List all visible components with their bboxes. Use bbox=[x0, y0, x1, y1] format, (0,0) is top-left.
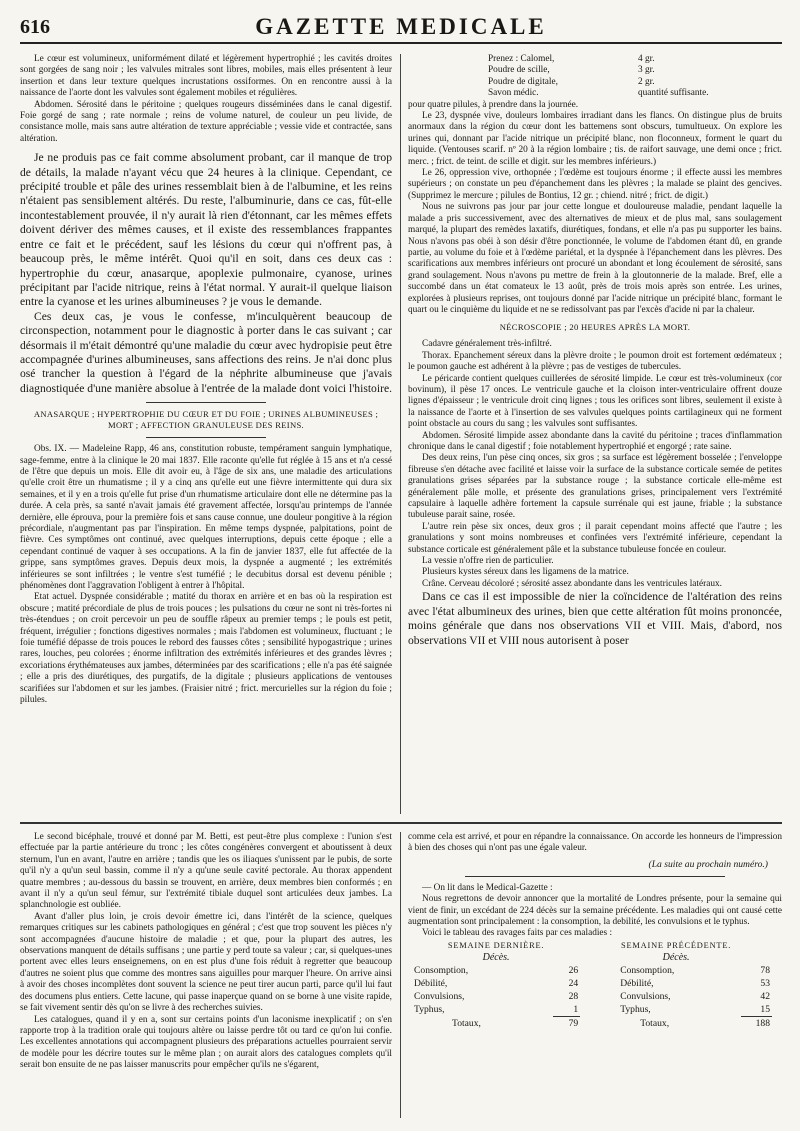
necropsy-heading: NÉCROSCOPIE ; 20 HEURES APRÈS LA MORT. bbox=[499, 322, 691, 333]
news-heading: — On lit dans le Medical-Gazette : bbox=[422, 882, 553, 893]
paragraph: Je ne produis pas ce fait comme absolument probant, car il manque de trop de détails, la malade n'ayant vécu que 24 heures à la clinique. Cependant, ce précipité trouble et pâle des urines ressemblait bien à de l'albumine, et les reins n'étaient pas sensiblement altérés. Du reste, l'albuminurie, dans ce cas, fût-elle incontestablement prouvée, il n'y aurait là rien d'étonnant, car les mêmes effets doivent dériver des mêmes causes, et il existe des ressemblances frappantes entre ce fait et le précédent, sauf les lésions du cœur qui n'offrent pas, à beaucoup près, le même intérêt. Quoi qu'il en soit, dans ces deux cas : hypertrophie du cœur, anasarque, apoplexie pulmonaire, cyanose, urines précipitant par l'acide nitrique, reins à l'état normal. Y aurait-il quelque liaison entre la cyanose et les urines albumineuses ? je vous le demande. bbox=[20, 151, 392, 309]
paragraph: Voici le tableau des ravages faits par ces maladies : bbox=[422, 928, 613, 939]
continuation-note: (La suite au prochain numéro.) bbox=[648, 858, 768, 870]
article-top bbox=[20, 54, 782, 814]
paragraph: Crâne. Cerveau décoloré ; sérosité assez abondante dans les ventricules latéraux. bbox=[422, 578, 722, 589]
paragraph: Des deux reins, l'un pèse cinq onces, six gros ; sa surface est légèrement bosselée ; l'enveloppe fibreuse s'en détache avec facilité et laisse voir la surface de la substance corticale semée de petites granulations grises séparées par la substance rouge ; la substance corticale elle-même est généralement pâle molle, et présente des granulations grises, principalement vers l'extrémité capsulaire à laquelle adhère fortement la capsule surrénale qui est jaune, friable ; la substance tubuleuse parait saine, rosée. bbox=[408, 453, 782, 521]
column-rule bbox=[400, 54, 401, 814]
paragraph: L'autre rein pèse six onces, deux gros ; il parait cependant moins affecté que l'autre ; les granulations y sont moins nombreuses et confinées vers l'extrémité inférieure, cependant la substance corticale est généralement pâle et la substance tubuleuse foncée en couleur. bbox=[408, 521, 782, 555]
paragraph: Le cœur est volumineux, uniformément dilaté et légèrement hypertrophié ; les cavités droites sont gorgées de sang noir ; les valvules mitrales sont libres, mobiles, mais elles présentent à leur insertion et dans leur texture quelques incrustations ossiformes. On en rencontre aussi à la naissance de l'aorte dont les valvules sont également mobiles et régulières. bbox=[20, 54, 392, 99]
column-header: SEMAINE PRÉCÉDENTE. bbox=[621, 940, 732, 950]
column-header: SEMAINE DERNIÈRE. bbox=[447, 940, 545, 950]
table-row: Convulsions, 28 Convulsions, 42 bbox=[414, 990, 770, 1002]
divider bbox=[146, 402, 266, 403]
section-heading: ANASARQUE ; HYPERTROPHIE DU CŒUR ET DU FOIE ; URINES ALBUMINEUSES ; MORT ; AFFECTION GRANULEUSE DES REINS. bbox=[33, 409, 379, 431]
article-bottom bbox=[20, 832, 782, 1122]
paragraph: Etat actuel. Dyspnée considérable ; matité du thorax en arrière et en bas où la respiration est obscure ; matité précordiale de plus de trois pouces ; les pulsations du cœur ne sont ni très-fortes ni très-étendues ; on croit percevoir un peu de souffle râpeux au premier temps ; le pouls est petit, fréquent, irrégulier ; fonctions digestives normales ; mais l'abdomen est volumineux, fluctuant ; le foie tuméfié dépasse de trois pouces le rebord des fausses côtes ; sensibilité hypogastrique ; urines rares, louches, peu colorées ; énorme infiltration des extrémités inférieures et des grandes lèvres ; excoriations érythémateuses aux jambes, déterminées par des scarifications ; elle n'a pas été saignée ; elle a pris des diurétiques, des purgatifs, de la digitale ; plusieurs applications de ventouses scarifiées sur l'abdomen et sur les jambes. (Fraisier nitré ; frict. mercurielles sur la région du foie ; pilules. bbox=[20, 592, 392, 706]
mortality-table bbox=[412, 940, 772, 1030]
prescription-line: Savon médic. quantité suffisante. bbox=[488, 88, 709, 99]
column-rule bbox=[400, 832, 401, 1118]
divider bbox=[465, 876, 725, 877]
paragraph: Avant d'aller plus loin, je crois devoir émettre ici, dans l'intérêt de la science, quelques remarques critiques sur les cabinets pathologiques en général ; c'est que trop souvent les pièces n'y sont accompagnées d'aucune histoire de maladie ; et que, pour la plupart des autres, les observations manquent de détails suffisans ; une partie y perd toute sa valeur ; car, si quelques-unes portent avec elles leurs enseignemens, on en est plus d'une fois réduit à regretter que beaucoup d'autres ne soient plus que comme des montres sans aiguilles pour marquer l'heure. On arrive ainsi à avoir des choses incomplètes dont souvent la science ne peut tirer aucun parti, parce qu'il lui faut des documens plus entiers. Cette lacune, qui passe inaperçue quand on se borne à une visite rapide, se fait vivement sentir dès qu'on se livre à des recherches suivies. bbox=[20, 911, 392, 1014]
observation-paragraph: Obs. IX. — Madeleine Rapp, 46 ans, constitution robuste, tempérament sanguin lymphatique, sage-femme, entre à la clinique le 20 mai 1837. Elle raconte qu'elle fut réglée à 15 ans et n'a cessé de l'être que depuis un mois. Elle dit avoir eu, à l'âge de six ans, une maladie des articulations qu'elle croit être un rhumatisme ; il y a cinq ans qu'elle eut une fièvre intermittente qui dura six semaines, et il y en a trois qu'elle fut prise d'un rhumatisme articulaire dont elle ne détermine pas la durée. A cela près, sa santé n'avait jamais été gravement affectée, lorsqu'au printemps de l'année dernière, elle éprouva, pour la première fois et sans cause connue, une douleur pongitive à la région précordiale, n'augmentant pas par l'inspiration. En même temps dyspnée, palpitations, point de fièvre. Ces symptômes ont continué, avec quelques interruptions, depuis cette époque ; elle a cependant continué de vaquer à ses occupations. A la fin de janvier 1837, elle fut affectée de la grippe, sans symptômes graves. Depuis deux mois, la dyspnée a augmenté ; les extrémités inférieures se sont infiltrées ; le ventre s'est tuméfié ; le decubitus dorsal est devenu pénible ; phénomènes dont l'aggravation l'obligent à entrer à l'hôpital. bbox=[20, 444, 392, 592]
page-number: 616 bbox=[20, 16, 50, 38]
table-row: Consomption, 26 Consomption, 78 bbox=[414, 964, 770, 976]
deces-label: Décès. bbox=[482, 951, 510, 963]
prescription-line: Poudre de scille, 3 gr. bbox=[488, 65, 655, 76]
paragraph: Plusieurs kystes séreux dans les ligamens de la matrice. bbox=[422, 567, 629, 578]
paragraph: Nous ne suivrons pas jour par jour cette longue et douloureuse maladie, pendant laquelle la malade a pris successivement, avec des alternatives de mieux et de plus mal, sans soulagement marqué, la plupart des remèdes laxatifs, diurétiques, fondans, et elle n'a pas pu supporter les bains. Nous n'avons pas obéi à son désir d'être ponctionnée, le volume de l'abdomen étant dû, en grande partie, au volume du foie et à l'œdème pariétal, et la dyspnée à l'épanchement dans les plèvres. Des scarifications aux membres inférieurs ont procuré un abondant et long écoulement de sérosité, sans grand soulagement. Nous n'avons pu mettre de frein à la gloutonnerie de la malade. Bref, elle a succombé dans un état comateux le 13 août, près de trois mois après son entrée. Les urines, explorées à plusieurs reprises, ont toujours donné par l'acide nitrique un précipité blanc, formant le quart ou le cinquième du liquide et ne se redissolvant pas par l'excès d'acide ni par la chaleur. bbox=[408, 202, 782, 315]
paragraph: Le 23, dyspnée vive, douleurs lombaires irradiant dans les flancs. On distingue plus de bruits anormaux dans la région du cœur dont les battemens sont obscurs, tumultueux. On explore les urines qui, donnant par l'acide nitrique un précipité blanc, non floconneux, forment le quart du liquide. (Ventouses scarif. nº 20 à la région lombaire ; tis. de raifort sauvage, une demi once ; frict. merc. ; frict. de teint. de scille et digit. sur les membres inférieurs.) bbox=[408, 111, 782, 167]
table-row: Débilité, 24 Débilité, 53 bbox=[414, 977, 770, 989]
paragraph: Les catalogues, quand il y en a, sont sur certains points d'un laconisme inexplicatif ; on s'en rapporte trop à la tradition orale qui toujours altère ou laisse perdre tôt ou tard ce qu'on lui confie. Les excellentes annotations qui accompagnent plusieurs des préparations actuelles pourraient servir de modèle pour les décrire toutes sur le même plan ; on aurait alors des catalogues complets qu'il serait bon ensuite de ne pas laisser manuscrits pour empêcher qu'ils ne s'égarent, bbox=[20, 1014, 392, 1071]
paragraph: Abdomen. Sérosité dans le péritoine ; quelques rougeurs disséminées dans le canal digestif. Foie gorgé de sang ; rate normale ; reins de volume naturel, de couleur un peu livide, de consistance molle, mais sans autre altération de texture appréciable ; vessie vide et contractée, sans altération. bbox=[20, 99, 392, 144]
table-row: Typhus, 1 Typhus, 15 bbox=[414, 1003, 770, 1016]
paragraph: Le 26, oppression vive, orthopnée ; l'œdème est toujours énorme ; il effecte aussi les membres supérieurs ; on constate un peu d'épanchement dans les plèvres ; la malade se plaint des gencives. (Supprimez le mercure ; pilules de Bontius, 12 gr. ; chiend. nitré ; frict. de digit.) bbox=[408, 168, 782, 201]
paragraph: La vessie n'offre rien de particulier. bbox=[422, 556, 554, 567]
bottom-left-column bbox=[20, 832, 392, 1118]
deces-label: Décès. bbox=[662, 951, 690, 963]
paragraph: Nous regrettons de devoir annoncer que la mortalité de Londres présente, pour la semaine qui vient de finir, un excédant de 224 décès sur la semaine précédente. Les maladies qui ont causé cette augmentation sont principalement : la consomption, la debilité, les convulsions et le typhus. bbox=[408, 894, 782, 928]
prescription-line: Prenez : Calomel, 4 gr. bbox=[488, 54, 655, 64]
paragraph: Cadavre généralement très-infiltré. bbox=[422, 339, 552, 350]
totals-row: Totaux, 79 Totaux, 188 bbox=[452, 1017, 770, 1029]
prescription-line: Poudre de digitale, 2 gr. bbox=[488, 76, 655, 87]
paragraph: Ces deux cas, je vous le confesse, m'inculquèrent beaucoup de circonspection, notamment pour le diagnostic à porter dans le cas suivant ; car désormais il m'était démontré qu'une maladie du cœur avec hydropisie peut être accompagnée d'urines albumineuses, sans affections des reins. Je n'ai donc plus osé trancher la question à l'égard de la néphrite albumineuse que j'avais diagnostiquée d'une manière absolue à l'entrée de la malade dont voici l'histoire. bbox=[20, 309, 392, 395]
paragraph: Abdomen. Sérosité limpide assez abondante dans la cavité du péritoine ; traces d'inflammation chronique dans le canal digestif ; foie notablement hypertrophié et engorgé ; rate saine. bbox=[408, 430, 782, 452]
prescription bbox=[488, 54, 782, 100]
gazette-page bbox=[20, 10, 782, 1120]
right-column bbox=[408, 54, 782, 648]
paragraph: Dans ce cas il est impossible de nier la coïncidence de l'altération des reins avec l'état albumineux des urines, bien que cette altération fût moins prononcée, moins générale que dans nos observations VII et VIII. Mais, d'abord, nos observations VII et VIII nous autorisent à poser bbox=[408, 590, 782, 647]
paragraph: comme cela est arrivé, et pour en répandre la connaissance. On accorde les honneurs de l'impression à bien des choses qui n'ont pas une égale valeur. bbox=[408, 832, 782, 854]
paragraph: Thorax. Epanchement séreux dans la plèvre droite ; le poumon droit est fortement œdémateux ; le poumon gauche est adhérent à la plèvre ; pas de vestiges de tubercules. bbox=[408, 350, 782, 373]
paragraph: Le second bicéphale, trouvé et donné par M. Betti, est peut-être plus complexe : l'union s'est effectuée par la partie antérieure du tronc ; les côtes congénères convergent et aboutissent à deux sternum, l'un en avant, l'autre en arrière ; tandis que les os iliaques s'unissent par le pubis, de sorte qu'il n'y a qu'un seul bassin, comme il n'y a qu'une seule cavité pectorale. Au thorax appendent quatre membres ; au-dessous du bassin se trouvent, en arrière, deux membres bien conformés ; en avant il n'y a qu'un seul fémur, sur l'extrémité tibiale duquel sont articulées deux jambes. La splanchnologie est oubliée. bbox=[20, 832, 392, 911]
paragraph: pour quatre pilules, à prendre dans la journée. bbox=[408, 99, 579, 110]
divider bbox=[146, 437, 266, 438]
section-rule bbox=[20, 822, 782, 824]
paragraph: Le péricarde contient quelques cuillerées de sérosité limpide. Le cœur est très-volumineux (cor bovinum), il pèse 17 onces. Le ventricule gauche et la cloison inter-ventriculaire offrent douze lignes d'épaisseur ; le ventricule droit cinq lignes ; tous les orifices sont libres, seulement il existe à la naissance de l'aorte et à l'insertion de ses valvules quelques points cartilagineux qui ne forment point obstacle au cours du sang ; les valvules sont suffisantes. bbox=[408, 373, 782, 430]
bottom-right-column bbox=[408, 832, 782, 1118]
journal-title: GAZETTE MEDICALE bbox=[255, 14, 547, 39]
left-column bbox=[20, 54, 392, 707]
page-header bbox=[20, 10, 782, 44]
